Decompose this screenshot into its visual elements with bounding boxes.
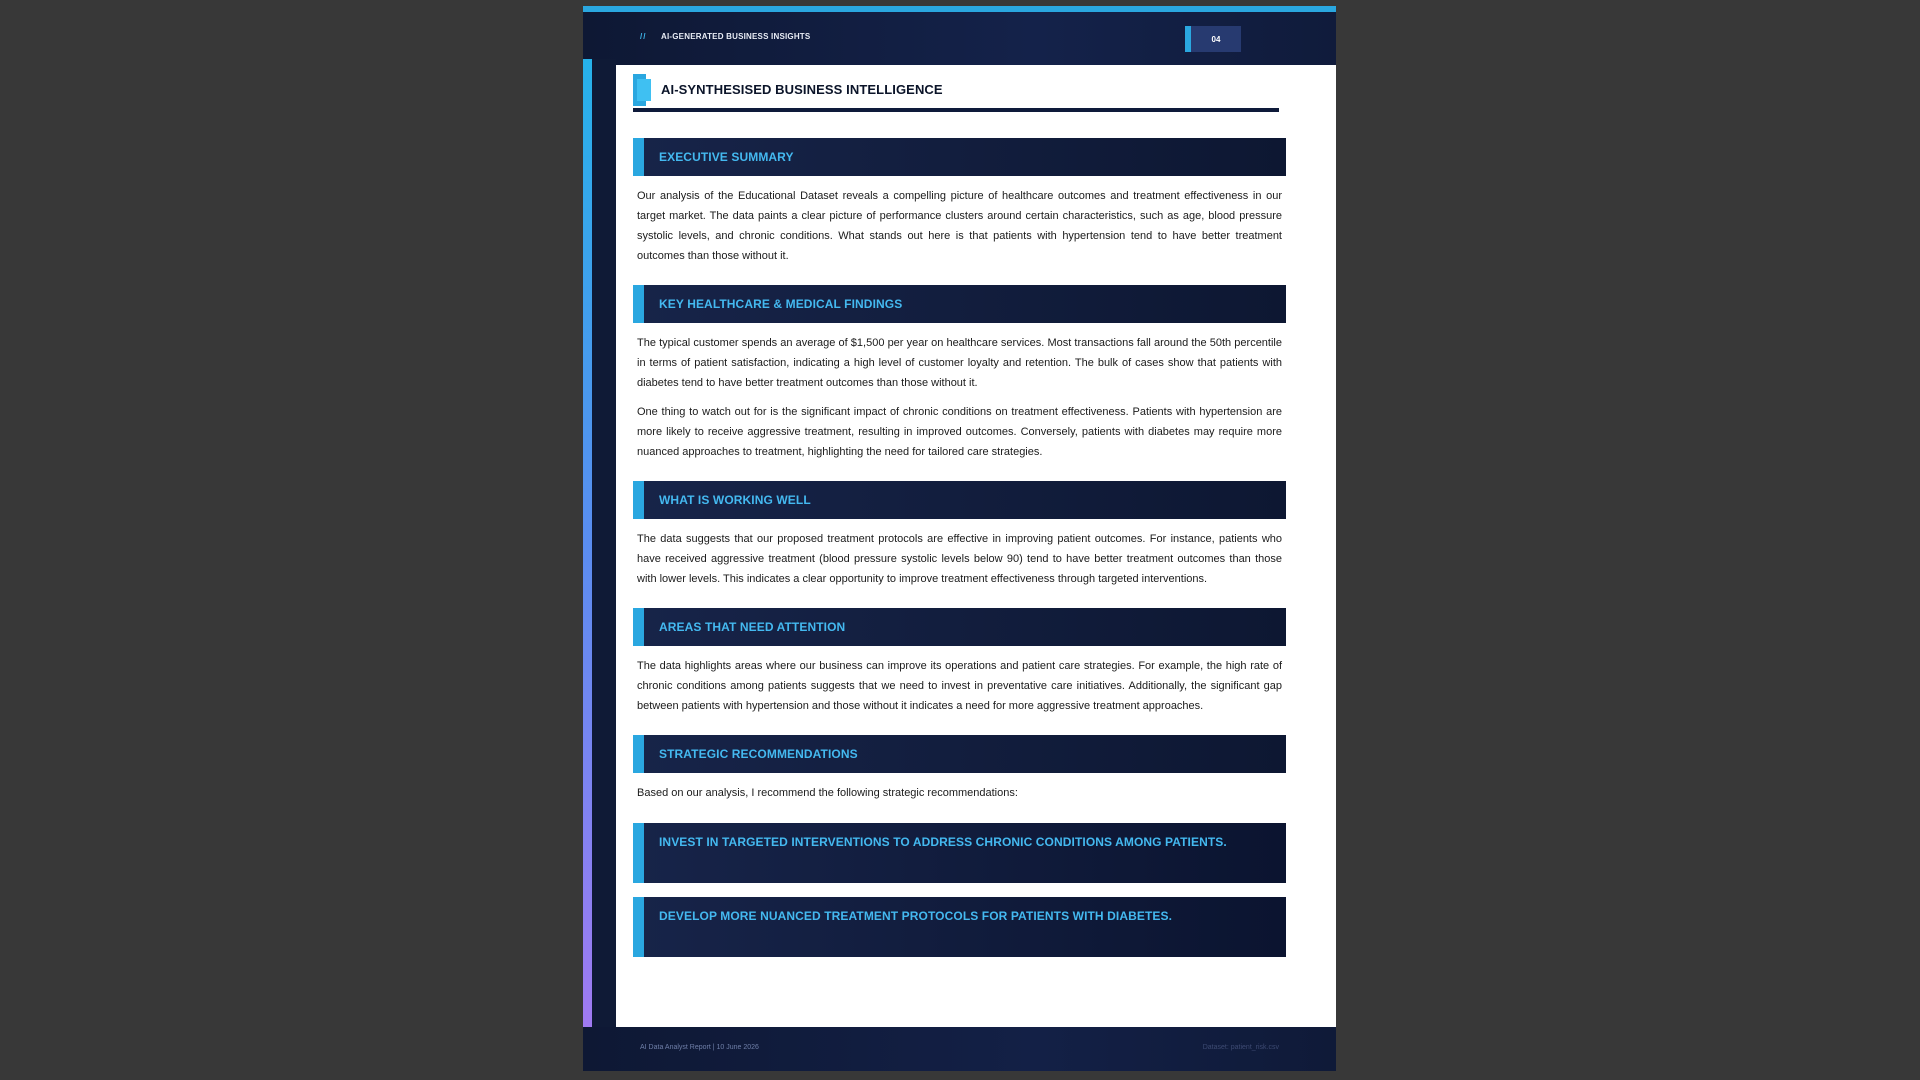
section-accent-bar	[633, 285, 644, 323]
key-findings-paragraph-1: The typical customer spends an average of $1,500 per year on healthcare services. Most transactions fall around the 50th percentile in terms of patient satisfaction, indicating a high level of customer loyalty and retention. The bulk of cases show that patients with diabetes tend to have better treatment outcomes than those without it.	[637, 337, 1282, 389]
section-heading: EXECUTIVE SUMMARY	[659, 150, 794, 164]
section-heading: STRATEGIC RECOMMENDATIONS	[659, 747, 858, 761]
report-page	[583, 6, 1336, 1071]
title-marker-highlight	[637, 79, 651, 101]
recommendation-accent-bar	[633, 897, 644, 957]
key-findings-paragraph-2: One thing to watch out for is the significant impact of chronic conditions on treatment effectiveness. Patients with hypertension are more likely to receive aggressive treatment, resulting in improved outcomes. Conversely, patients with diabetes may require more nuanced approaches to treatment, highlighting the need for tailored care strategies.	[637, 406, 1282, 458]
section-accent-bar	[633, 138, 644, 176]
footer-report-info: AI Data Analyst Report | 10 June 2026	[640, 1044, 759, 1051]
header-slash-mark: //	[640, 32, 647, 41]
section-heading: AREAS THAT NEED ATTENTION	[659, 620, 846, 634]
recommendation-text: INVEST IN TARGETED INTERVENTIONS TO ADDRESS CHRONIC CONDITIONS AMONG PATIENTS.	[659, 835, 1227, 849]
executive-summary-paragraph: Our analysis of the Educational Dataset reveals a compelling picture of healthcare outcomes and treatment effectiveness in our target market. The data paints a clear picture of performance clusters around certain characteristics, such as age, blood pressure systolic levels, and chronic conditions. What stands out here is that patients with hypertension tend to have better treatment outcomes than those without it.	[637, 190, 1282, 262]
header-title: AI-GENERATED BUSINESS INSIGHTS	[661, 32, 811, 41]
page-number-badge: 04	[1191, 26, 1241, 52]
recommendation-text: DEVELOP MORE NUANCED TREATMENT PROTOCOLS FOR PATIENTS WITH DIABETES.	[659, 909, 1173, 923]
left-gradient-accent	[583, 59, 592, 1029]
section-accent-bar	[633, 608, 644, 646]
section-heading: WHAT IS WORKING WELL	[659, 493, 811, 507]
section-accent-bar	[633, 481, 644, 519]
section-header-needs-attention	[633, 608, 1286, 646]
section-header-key-findings	[633, 285, 1286, 323]
recommendation-card-2	[633, 897, 1286, 957]
section-heading: KEY HEALTHCARE & MEDICAL FINDINGS	[659, 297, 903, 311]
recommendations-intro: Based on our analysis, I recommend the following strategic recommendations:	[637, 787, 1018, 799]
title-underline	[633, 108, 1279, 112]
recommendation-accent-bar	[633, 823, 644, 883]
page-header	[583, 12, 1336, 65]
document-title-block	[633, 74, 1279, 112]
footer-dataset-info: Dataset: patient_risk.csv	[1202, 1044, 1279, 1051]
needs-attention-paragraph: The data highlights areas where our business can improve its operations and patient care strategies. For example, the high rate of chronic conditions among patients suggests that we need to invest in preventative care initiatives. Additionally, the significant gap between patients with hypertension and those without it indicates a need for more aggressive treatment approaches.	[637, 660, 1282, 712]
document-title: AI-SYNTHESISED BUSINESS INTELLIGENCE	[661, 82, 943, 97]
working-well-paragraph: The data suggests that our proposed treatment protocols are effective in improving patient outcomes. For instance, patients who have received aggressive treatment (blood pressure systolic levels below 90) tend to have better treatment outcomes than those with lower levels. This indicates a clear opportunity to improve treatment effectiveness through targeted interventions.	[637, 533, 1282, 585]
section-header-executive-summary	[633, 138, 1286, 176]
section-header-working-well	[633, 481, 1286, 519]
recommendation-card-1	[633, 823, 1286, 883]
page-footer	[583, 1027, 1336, 1071]
section-accent-bar	[633, 735, 644, 773]
section-header-recommendations	[633, 735, 1286, 773]
